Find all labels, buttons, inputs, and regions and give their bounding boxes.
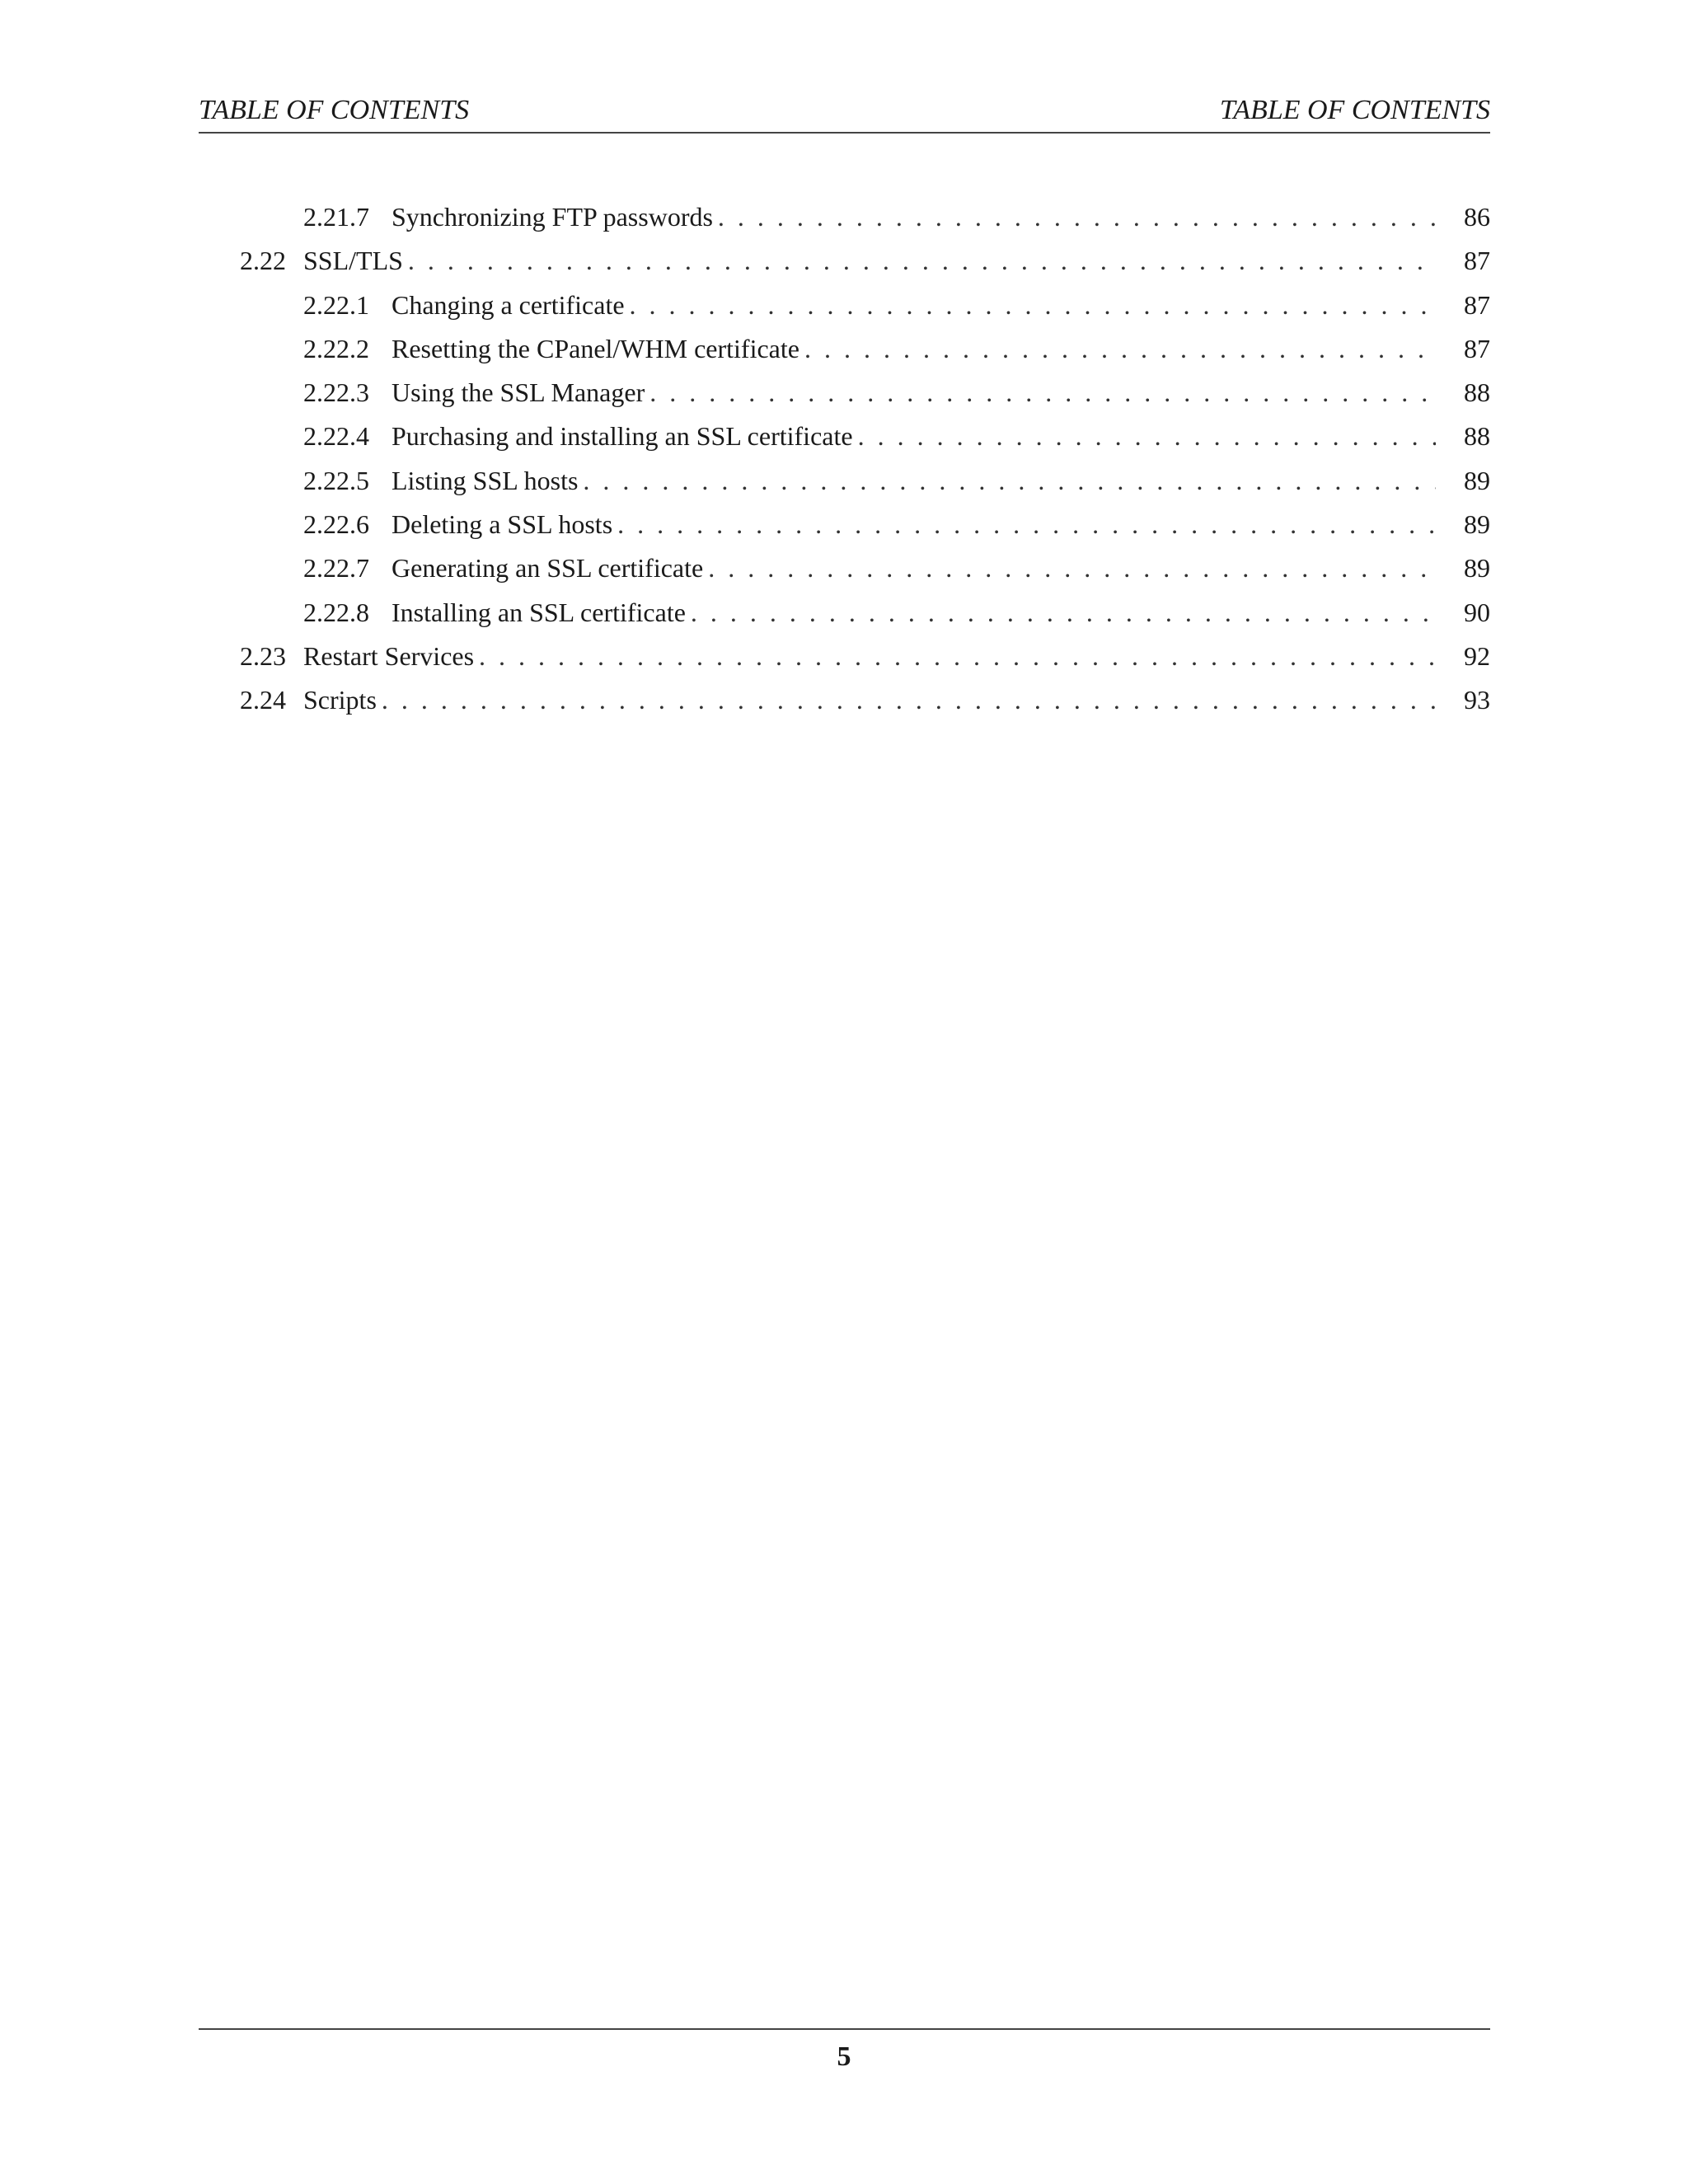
toc-entry-number: 2.22 xyxy=(240,246,286,276)
toc-dot-leader xyxy=(708,546,1436,590)
page-number: 5 xyxy=(837,2041,851,2072)
toc-entry-title[interactable]: Listing SSL hosts xyxy=(392,459,583,503)
toc-entry[interactable] xyxy=(199,195,1490,239)
toc-entry[interactable] xyxy=(199,284,1490,327)
toc-dot-leader xyxy=(858,415,1436,458)
toc-entry-number: 2.22.6 xyxy=(303,509,369,540)
toc-entry-page[interactable]: 89 xyxy=(1464,509,1490,540)
toc-entry-number: 2.22.4 xyxy=(303,421,369,452)
toc-dot-leader xyxy=(617,503,1436,546)
toc-entry-page[interactable]: 86 xyxy=(1464,202,1490,232)
toc-entry-number: 2.21.7 xyxy=(303,202,369,232)
toc-dot-leader xyxy=(408,239,1436,283)
toc-entry-number: 2.22.5 xyxy=(303,465,369,495)
toc-entry-page[interactable]: 88 xyxy=(1464,377,1490,408)
toc-entry[interactable] xyxy=(199,503,1490,546)
running-head xyxy=(199,89,1490,134)
toc-entry-page[interactable]: 87 xyxy=(1464,246,1490,276)
toc-dot-leader xyxy=(382,678,1436,722)
toc-entry-page[interactable]: 93 xyxy=(1464,685,1490,715)
toc-entry-page[interactable]: 87 xyxy=(1464,333,1490,363)
toc-dot-leader xyxy=(630,284,1436,327)
toc-entry[interactable] xyxy=(199,327,1490,371)
toc-entry-page[interactable]: 90 xyxy=(1464,597,1490,627)
toc-entry-title[interactable]: Installing an SSL certificate xyxy=(392,591,691,635)
footer-rule xyxy=(199,2028,1490,2030)
toc-entry-title[interactable]: Synchronizing FTP passwords xyxy=(392,195,718,239)
toc-dot-leader xyxy=(718,195,1436,239)
toc-entry[interactable] xyxy=(199,459,1490,503)
toc-entry[interactable] xyxy=(199,239,1490,283)
toc-entry-number: 2.24 xyxy=(240,685,286,715)
toc-entry[interactable] xyxy=(199,546,1490,590)
toc-entry[interactable] xyxy=(199,415,1490,458)
toc-entry-title[interactable]: Scripts xyxy=(303,678,382,722)
toc-entry-page[interactable]: 89 xyxy=(1464,465,1490,495)
toc-dot-leader xyxy=(804,327,1436,371)
toc-entry-page[interactable]: 88 xyxy=(1464,421,1490,452)
table-of-contents xyxy=(199,195,1490,723)
toc-entry-title[interactable]: Changing a certificate xyxy=(392,284,630,327)
toc-entry-page[interactable]: 87 xyxy=(1464,289,1490,320)
toc-dot-leader xyxy=(479,635,1436,678)
toc-entry-page[interactable]: 89 xyxy=(1464,553,1490,583)
toc-entry[interactable] xyxy=(199,635,1490,678)
toc-dot-leader xyxy=(649,371,1436,415)
toc-entry-page[interactable]: 92 xyxy=(1464,640,1490,671)
toc-entry-title[interactable]: Deleting a SSL hosts xyxy=(392,503,617,546)
running-head-right: TABLE OF CONTENTS xyxy=(1219,95,1490,125)
toc-entry-title[interactable]: Purchasing and installing an SSL certificate xyxy=(392,415,858,458)
toc-entry[interactable] xyxy=(199,591,1490,635)
toc-entry-number: 2.22.8 xyxy=(303,597,369,627)
toc-entry-number: 2.22.7 xyxy=(303,553,369,583)
toc-entry-title[interactable]: SSL/TLS xyxy=(303,239,408,283)
toc-entry-number: 2.22.1 xyxy=(303,289,369,320)
toc-entry-title[interactable]: Resetting the CPanel/WHM certificate xyxy=(392,327,804,371)
toc-entry-title[interactable]: Restart Services xyxy=(303,635,479,678)
toc-dot-leader xyxy=(691,591,1436,635)
running-head-left: TABLE OF CONTENTS xyxy=(199,95,470,125)
toc-entry[interactable] xyxy=(199,371,1490,415)
toc-dot-leader xyxy=(583,459,1436,503)
toc-entry[interactable] xyxy=(199,678,1490,722)
toc-entry-title[interactable]: Using the SSL Manager xyxy=(392,371,649,415)
toc-entry-number: 2.22.3 xyxy=(303,377,369,408)
toc-entry-title[interactable]: Generating an SSL certificate xyxy=(392,546,708,590)
toc-entry-number: 2.22.2 xyxy=(303,333,369,363)
toc-entry-number: 2.23 xyxy=(240,640,286,671)
